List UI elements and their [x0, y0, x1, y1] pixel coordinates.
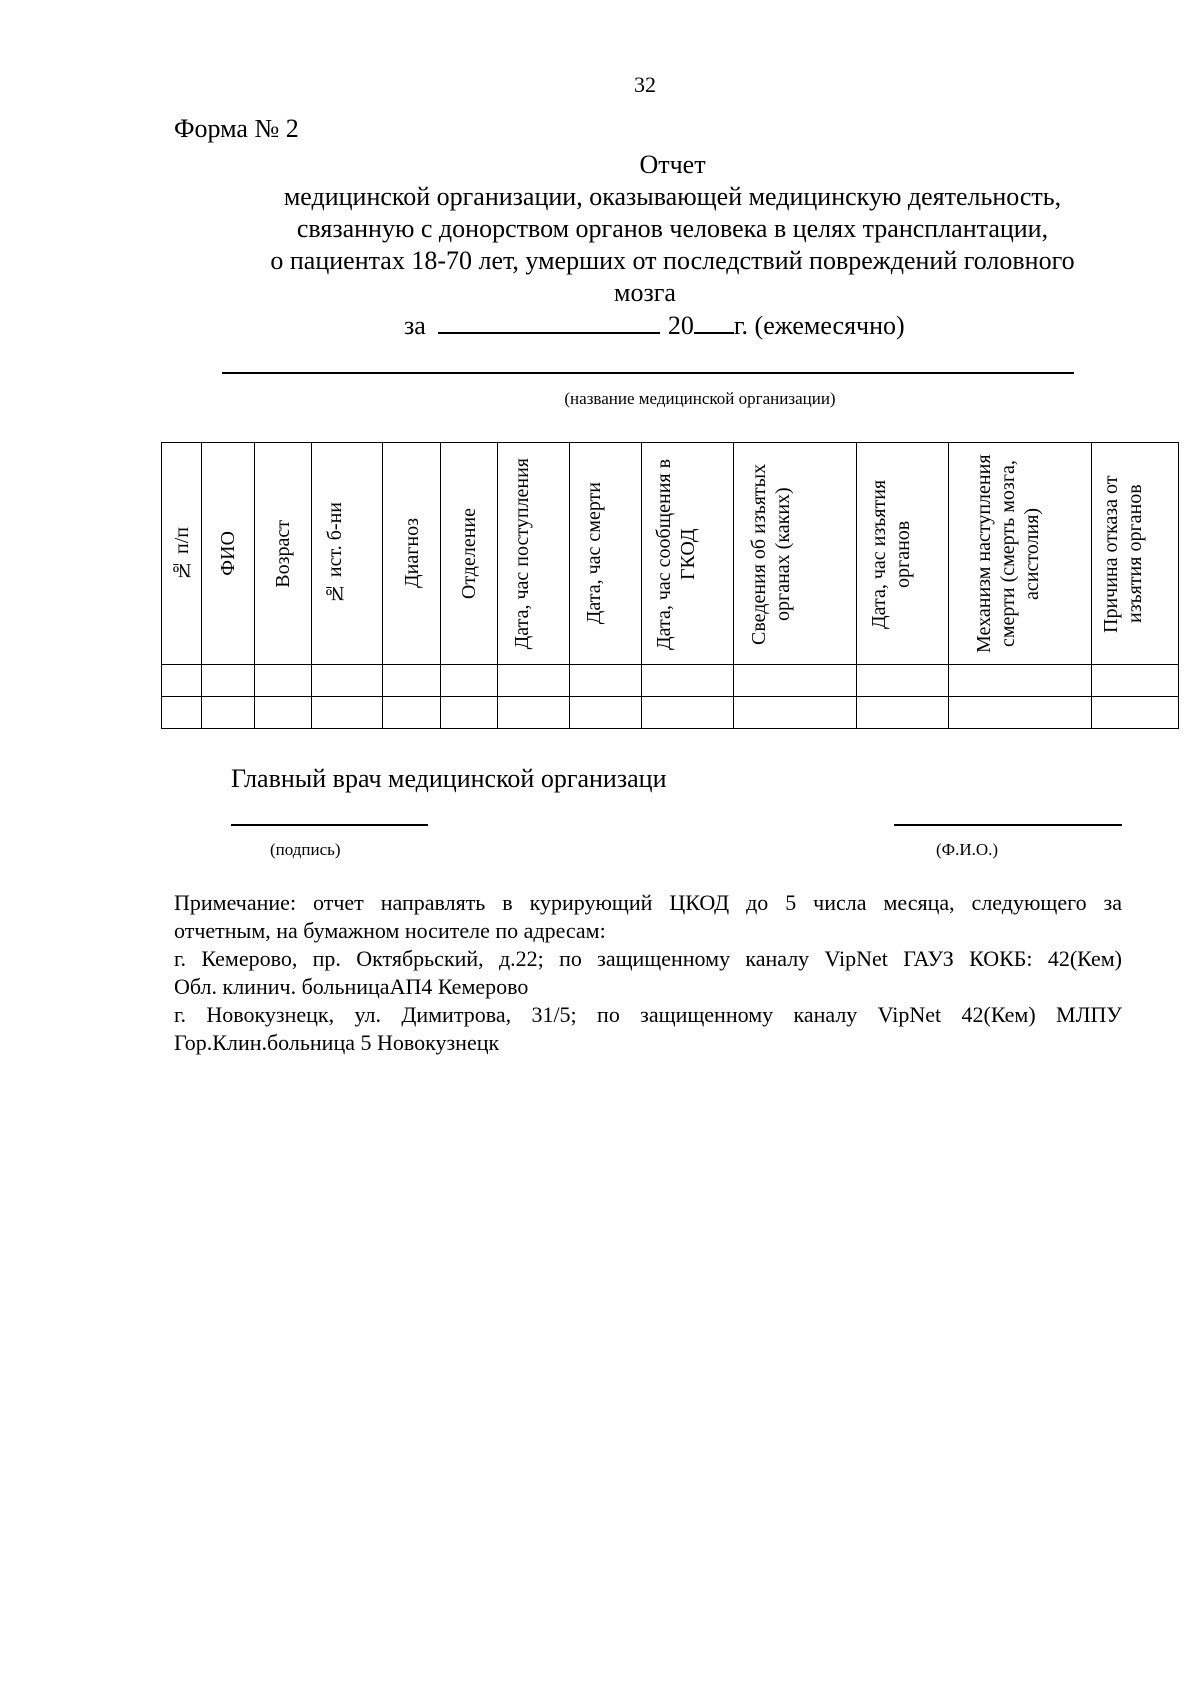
table-cell[interactable] — [857, 697, 949, 729]
form-number: Форма № 2 — [174, 114, 299, 143]
table-cell[interactable] — [949, 665, 1092, 697]
table-cell[interactable] — [255, 665, 312, 697]
org-name-line — [222, 372, 1074, 374]
col-header: № п/п — [162, 443, 202, 665]
subtitle-line-3: о пациентах 18-70 лет, умерших от последствий повреждений головного — [270, 246, 1075, 275]
table-cell[interactable] — [441, 665, 498, 697]
col-header: Дата, час сообщения в ГКОД — [642, 443, 734, 665]
org-name-caption: (название медицинской организации) — [564, 389, 836, 408]
period-year-prefix: 20 — [667, 311, 694, 340]
table-cell[interactable] — [312, 697, 383, 729]
col-header: Дата, час изъятия органов — [857, 443, 949, 665]
period-year-blank — [694, 312, 734, 334]
table-cell[interactable] — [498, 697, 570, 729]
table-cell[interactable] — [383, 697, 441, 729]
note-line-1: Примечание: отчет направлять в курирующий ЦКОД до 5 числа месяца, следующего за — [174, 890, 1122, 915]
col-header: Отделение — [441, 443, 498, 665]
subtitle-line-4: мозга — [614, 278, 676, 307]
table-cell[interactable] — [949, 697, 1092, 729]
col-header: № ист. б-ни — [312, 443, 383, 665]
chief-doctor-label: Главный врач медицинской организаци — [231, 764, 667, 793]
table-cell[interactable] — [202, 665, 255, 697]
table-cell[interactable] — [498, 665, 570, 697]
note-block — [174, 889, 1122, 1057]
report-title: Отчет — [639, 150, 706, 179]
table-cell[interactable] — [734, 665, 857, 697]
col-header: ФИО — [202, 443, 255, 665]
table-cell[interactable] — [162, 665, 202, 697]
col-header: Причина отказа от изъятия органов — [1092, 443, 1179, 665]
period-month-blank — [438, 312, 660, 334]
table-row — [162, 665, 1179, 697]
col-header: Сведения об изъятых органах (каких) — [734, 443, 857, 665]
signature-caption: (подпись) — [270, 840, 341, 859]
table-cell[interactable] — [570, 665, 642, 697]
table-cell[interactable] — [1092, 697, 1179, 729]
col-header: Возраст — [255, 443, 312, 665]
note-line-4: Обл. клинич. больницаАП4 Кемерово — [174, 974, 529, 999]
table-cell[interactable] — [1092, 665, 1179, 697]
table-row — [162, 697, 1179, 729]
col-header: Диагноз — [383, 443, 441, 665]
note-line-5: г. Новокузнецк, ул. Димитрова, 31/5; по защищенному каналу VipNet 42(Кем) МЛПУ — [174, 1002, 1122, 1027]
table-cell[interactable] — [642, 665, 734, 697]
fio-caption: (Ф.И.О.) — [936, 840, 999, 859]
note-line-2: отчетным, на бумажном носителе по адресам: — [174, 918, 606, 943]
col-header: Дата, час смерти — [570, 443, 642, 665]
period-prefix: за — [404, 311, 426, 340]
table-cell[interactable] — [642, 697, 734, 729]
note-line-6: Гор.Клин.больница 5 Новокузнецк — [174, 1030, 500, 1055]
table-cell[interactable] — [857, 665, 949, 697]
table-cell[interactable] — [202, 697, 255, 729]
table-cell[interactable] — [312, 665, 383, 697]
table-cell[interactable] — [441, 697, 498, 729]
table-cell[interactable] — [734, 697, 857, 729]
table-cell[interactable] — [383, 665, 441, 697]
page-number: 32 — [634, 72, 656, 97]
subtitle-line-1: медицинской организации, оказывающей медицинскую деятельность, — [283, 182, 1062, 211]
note-line-3: г. Кемерово, пр. Октябрьский, д.22; по защищенному каналу VipNet ГАУЗ КОКБ: 42(Кем) — [174, 946, 1122, 971]
signature-line — [231, 824, 428, 826]
fio-line — [894, 824, 1122, 826]
table-cell[interactable] — [570, 697, 642, 729]
period-suffix: г. (ежемесячно) — [733, 311, 905, 340]
table-cell[interactable] — [255, 697, 312, 729]
subtitle-line-2: связанную с донорством органов человека в целях трансплантации, — [296, 214, 1049, 243]
report-table — [161, 442, 1179, 729]
table-header-row — [162, 443, 1179, 665]
col-header: Дата, час поступления — [498, 443, 570, 665]
report-period — [404, 311, 905, 341]
col-header: Механизм наступления смерти (смерть мозга, асистолия) — [949, 443, 1092, 665]
table-cell[interactable] — [162, 697, 202, 729]
